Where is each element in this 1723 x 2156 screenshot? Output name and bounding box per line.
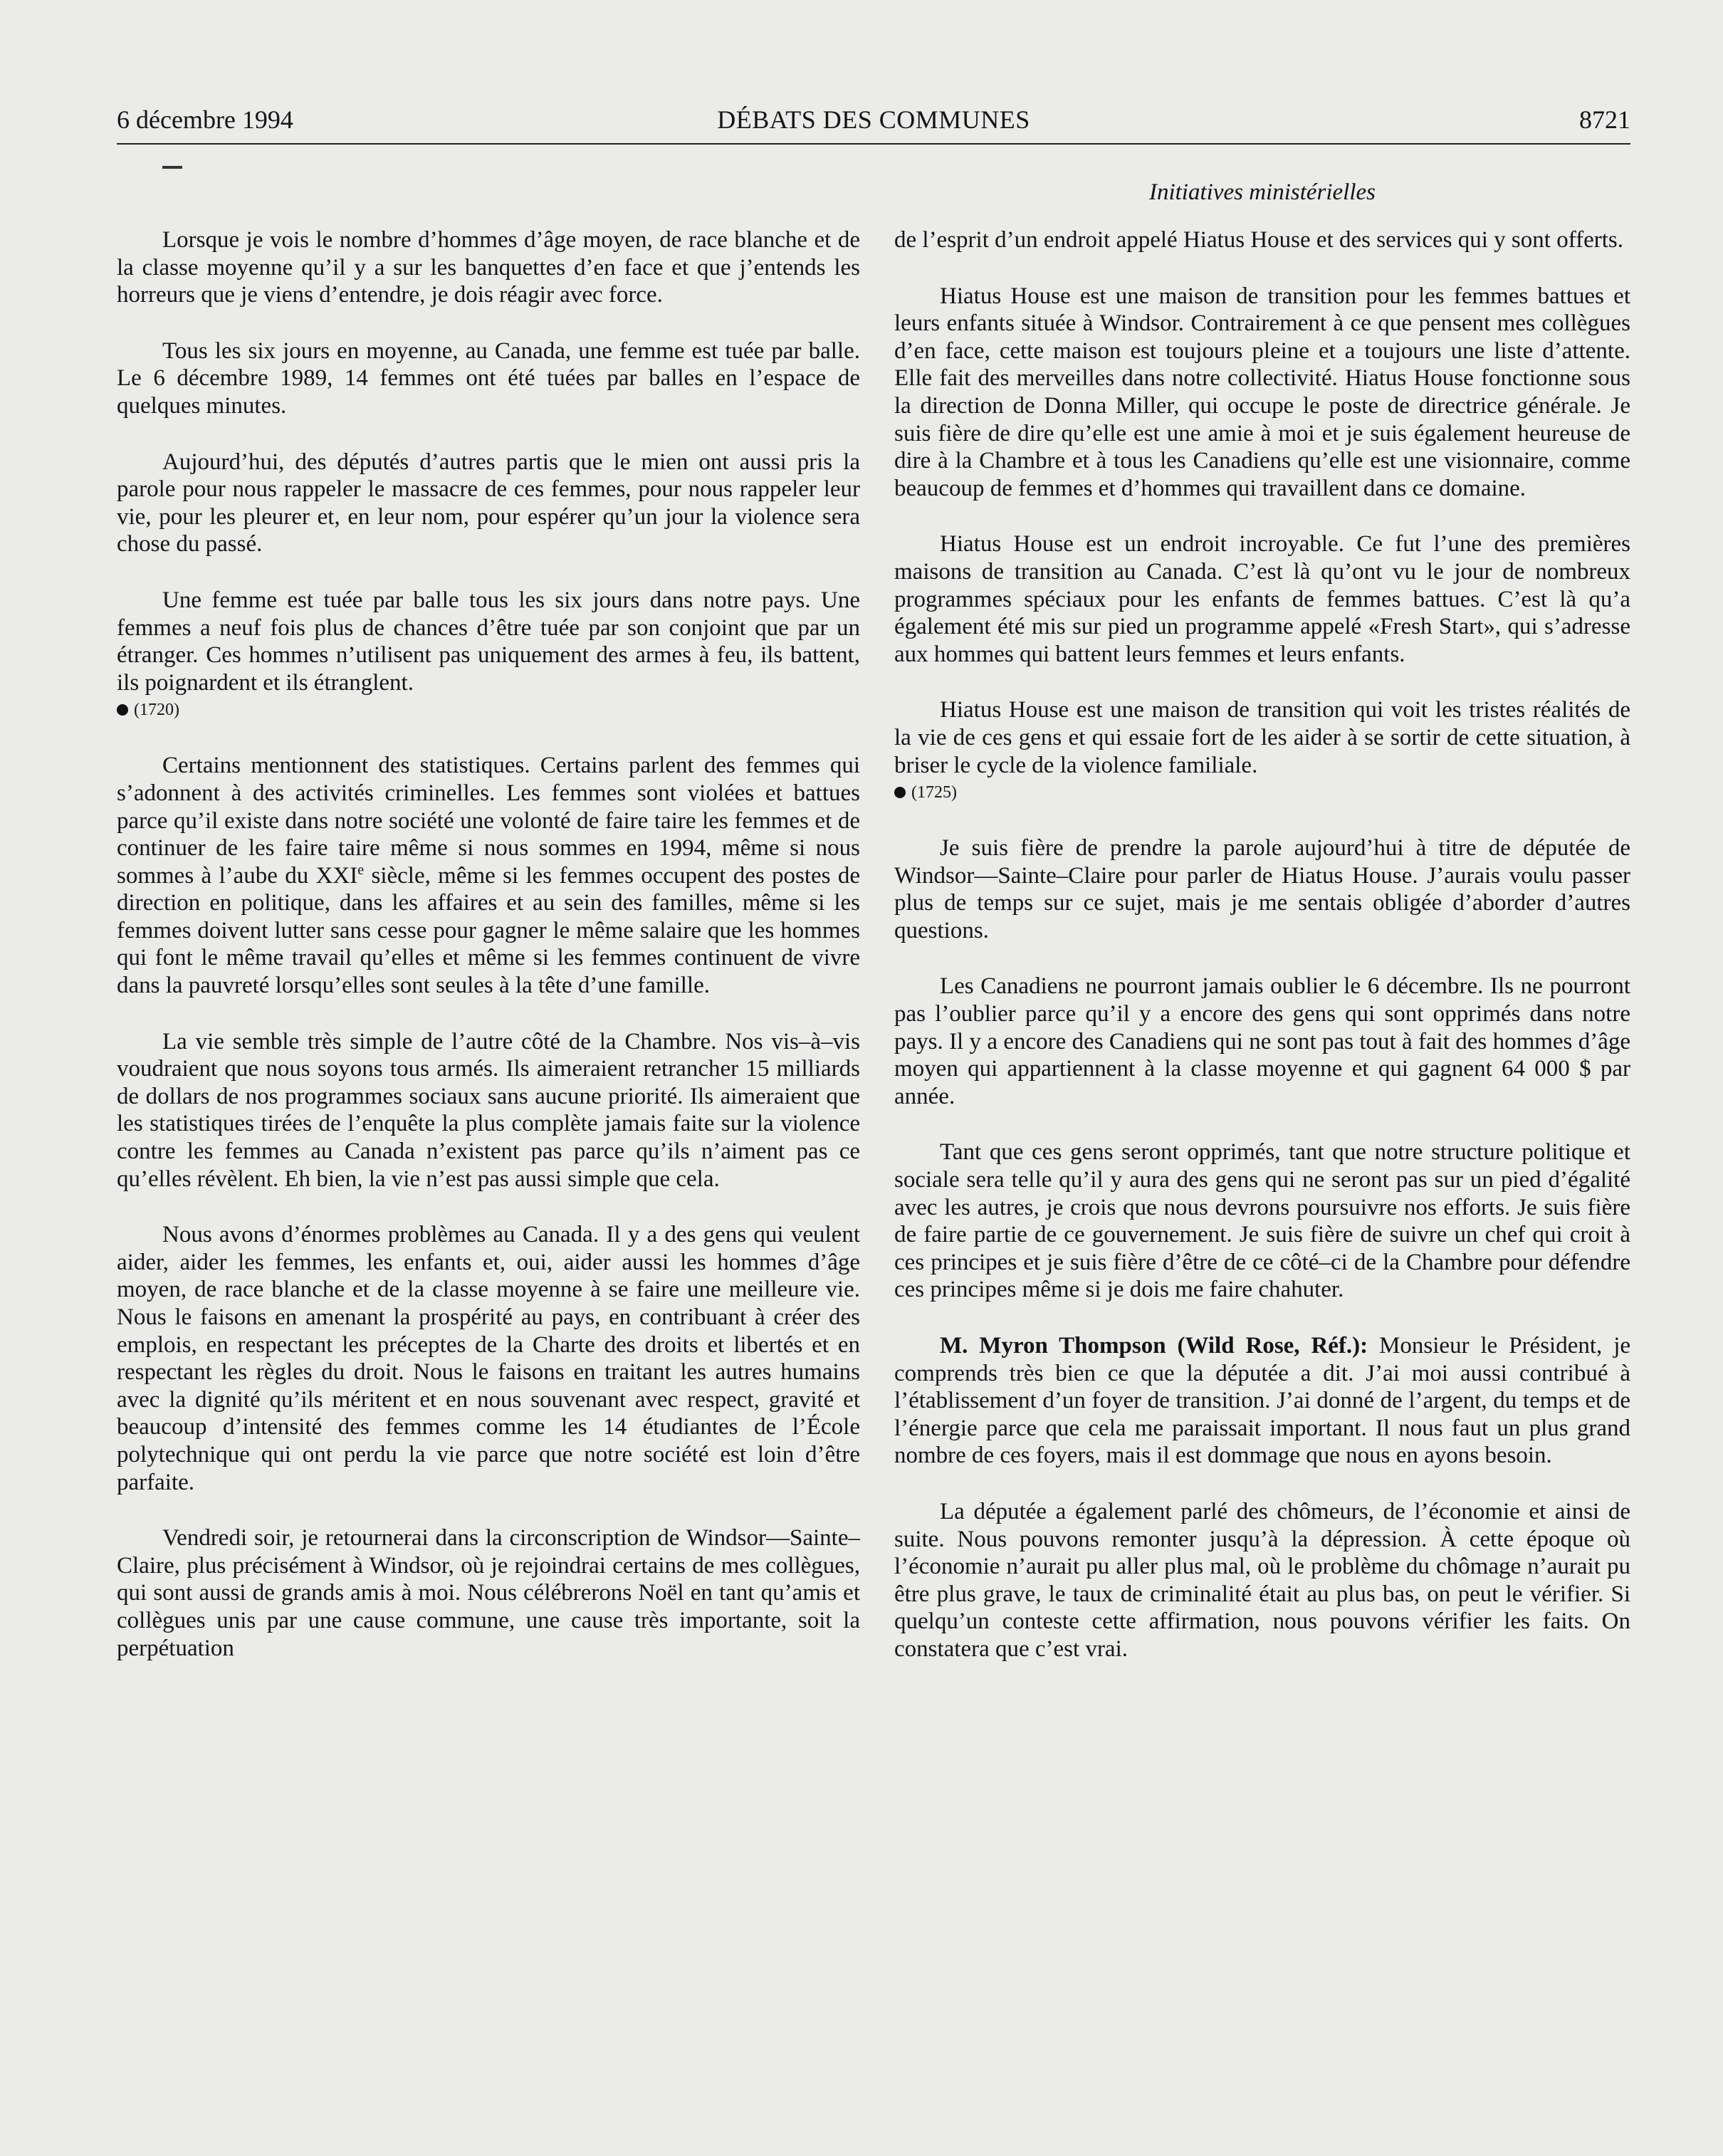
paragraph-text: Certains mentionnent des statistiques. Certains parlent des femmes qui s’adonnent à des activités criminelles. Les femmes sont violées et battues parce qu’il existe dans notre société une volonté de faire taire les femmes et de continuer de les faire taire même si nous sommes en 1994, même si nous sommes à l’aube du XXI: [117, 753, 860, 889]
bullet-icon: [117, 704, 128, 716]
paragraph: Vendredi soir, je retournerai dans la circonscription de Windsor—Sainte–Claire, plus précisément à Windsor, où je rejoindrai certains de mes collègues, qui sont aussi de grands amis à moi. Nous célébrerons Noël en tant qu’amis et collègues unis par une cause commune, une cause très importante, soit la perpétuation: [117, 1525, 860, 1661]
paragraph: La députée a également parlé des chômeurs, de l’économie et ainsi de suite. Nous pouvons remonter jusqu’à la dépression. À cette époque où l’économie n’aurait pu aller plus mal, où le problème du chômage n’aurait pu être plus grave, le taux de criminalité était au plus bas, on peut le vérifier. Si quelqu’un conteste cette affirmation, nous pouvons vérifier les faits. On constatera que c’est vrai.: [894, 1498, 1630, 1662]
page-header: [117, 100, 1630, 140]
paragraph: Nous avons d’énormes problèmes au Canada. Il y a des gens qui veulent aider, aider les femmes, les enfants et, oui, aider aussi les hommes d’âge moyen, de race blanche et de la classe moyenne à se faire une meilleure vie. Nous le faisons en amenant la prospérité au pays, en contribuant à créer des emplois, en respectant les préceptes de la Charte des droits et libertés et en respectant les règles du droit. Nous le faisons en traitant les autres humains avec la dignité qu’ils méritent et en nous souvenant avec respect, gravité et beaucoup d’intensité des femmes comme les 14 étudiantes de l’École polytechnique qui ont perdu la vie parce que notre société est loin d’être parfaite.: [117, 1222, 860, 1495]
header-rule: [117, 143, 1630, 145]
header-date: 6 décembre 1994: [117, 105, 293, 134]
paragraph: [117, 752, 860, 999]
section-title: Initiatives ministérielles: [1148, 179, 1376, 205]
right-column: [894, 226, 1630, 1663]
speaker-name: M. Myron Thompson (Wild Rose, Réf.):: [940, 1333, 1368, 1359]
paragraph: Lorsque je vois le nombre d’hommes d’âge moyen, de race blanche et de la classe moyenne qu’il y a sur les banquettes d’en face et que j’entends les horreurs que je viens d’entendre, je dois réagir avec force.: [117, 227, 860, 308]
paragraph: Une femme est tuée par balle tous les six jours dans notre pays. Une femmes a neuf fois plus de chances d’être tuée par son conjoint que par un étranger. Ces hommes n’utilisent pas uniquement des armes à feu, ils battent, ils poignardent et ils étranglent.: [117, 587, 860, 696]
paragraph: [894, 1332, 1630, 1470]
left-column: [117, 226, 860, 1662]
time-marker: [117, 696, 860, 723]
superscript: e: [357, 862, 365, 878]
publication-title: DÉBATS DES COMMUNES: [717, 105, 1030, 134]
paragraph: Tant que ces gens seront opprimés, tant que notre structure politique et sociale sera telle qu’il y aura des gens qui ne seront pas sur un pied d’égalité avec les autres, je crois que nous devrons poursuivre nos efforts. Je suis fière de faire partie de ce gouvernement. Je suis fière de suivre un chef qui croit à ces principes et je suis fière d’être de ce côté–ci de la Chambre pour défendre ces principes même si je dois me faire chahuter.: [894, 1139, 1630, 1303]
page-number: 8721: [1579, 105, 1630, 134]
bullet-icon: [894, 787, 906, 798]
paragraph: Hiatus House est une maison de transition qui voit les tristes réalités de la vie de ces gens et qui essaie fort de les aider à se sortir de cette situation, à briser le cycle de la violence familiale.: [894, 697, 1630, 778]
paragraph: Aujourd’hui, des députés d’autres partis que le mien ont aussi pris la parole pour nous rappeler le massacre de ces femmes, pour nous rappeler leur vie, pour les pleurer et, en leur nom, pour espérer qu’un jour la violence sera chose du passé.: [117, 449, 860, 558]
time-marker: [894, 779, 1630, 806]
paragraph-text: Monsieur le Président, je comprends très bien ce que la députée a dit. J’ai moi aussi contribué à l’établissement d’un foyer de transition. J’ai donné de l’argent, du temps et de l’énergie parce que cela me paraissait important. Il nous faut un plus grand nombre de ces foyers, mais il est dommage que nous en ayons besoin.: [894, 1333, 1631, 1469]
paragraph: de l’esprit d’un endroit appelé Hiatus House et des services qui y sont offerts.: [894, 227, 1623, 253]
time-marker-label: (1725): [911, 783, 957, 802]
paragraph: Les Canadiens ne pourront jamais oublier le 6 décembre. Ils ne pourront pas l’oublier parce qu’il y a encore des gens qui sont opprimés dans notre pays. Il y a encore des Canadiens qui ne sont pas tout à fait des hommes d’âge moyen qui appartiennent à la classe moyenne et qui gagnent 64 000 $ par année.: [894, 973, 1630, 1109]
paragraph-text: siècle, même si les femmes occupent des postes de direction en politique, dans les affaires et au sein des familles, même si les femmes doivent lutter sans cesse pour gagner le même salaire que les hommes qui font le même travail qu’elles et même si les femmes continuent de vivre dans la pauvreté lorsqu’elles sont seules à la tête d’une famille.: [117, 862, 860, 999]
paragraph: Tous les six jours en moyenne, au Canada, une femme est tuée par balle. Le 6 décembre 1989, 14 femmes ont été tuées par balles en l’espace de quelques minutes.: [117, 337, 860, 419]
paragraph: Hiatus House est une maison de transition pour les femmes battues et leurs enfants située à Windsor. Contrairement à ce que pensent mes collègues d’en face, cette maison est toujours pleine et a toujours une liste d’attente. Elle fait des merveilles dans notre collectivité. Hiatus House fonctionne sous la direction de Donna Miller, qui occupe le poste de directrice générale. Je suis fière de dire qu’elle est une amie à moi et je suis également heureuse de dire à la Chambre et à tous les Canadiens qu’elle est une visionnaire, comme beaucoup de femmes et d’hommes qui travaillent dans ce domaine.: [894, 283, 1630, 501]
margin-dash: [162, 166, 182, 169]
paragraph: Je suis fière de prendre la parole aujourd’hui à titre de députée de Windsor—Sainte–Claire pour parler de Hiatus House. J’aurais voulu passer plus de temps sur ce sujet, mais je me sentais obligée d’aborder d’autres questions.: [894, 835, 1630, 943]
paragraph: La vie semble très simple de l’autre côté de la Chambre. Nos vis–à–vis voudraient que nous soyons tous armés. Ils aimeraient retrancher 15 milliards de dollars de nos programmes sociaux sans aucune priorité. Ils aimeraient que les statistiques tirées de l’enquête la plus complète jamais faite sur la violence contre les femmes au Canada n’existent pas parce qu’ils n’aiment pas ce qu’elles révèlent. Eh bien, la vie n’est pas aussi simple que cela.: [117, 1028, 860, 1192]
time-marker-label: (1720): [134, 701, 179, 720]
paragraph: Hiatus House est un endroit incroyable. Ce fut l’une des premières maisons de transition au Canada. C’est là qu’ont vu le jour de nombreux programmes spéciaux pour les enfants de femmes battues. C’est là qu’a également été mis sur pied un programme appelé «Fresh Start», qui s’adresse aux hommes qui battent leurs femmes et leurs enfants.: [894, 531, 1630, 667]
